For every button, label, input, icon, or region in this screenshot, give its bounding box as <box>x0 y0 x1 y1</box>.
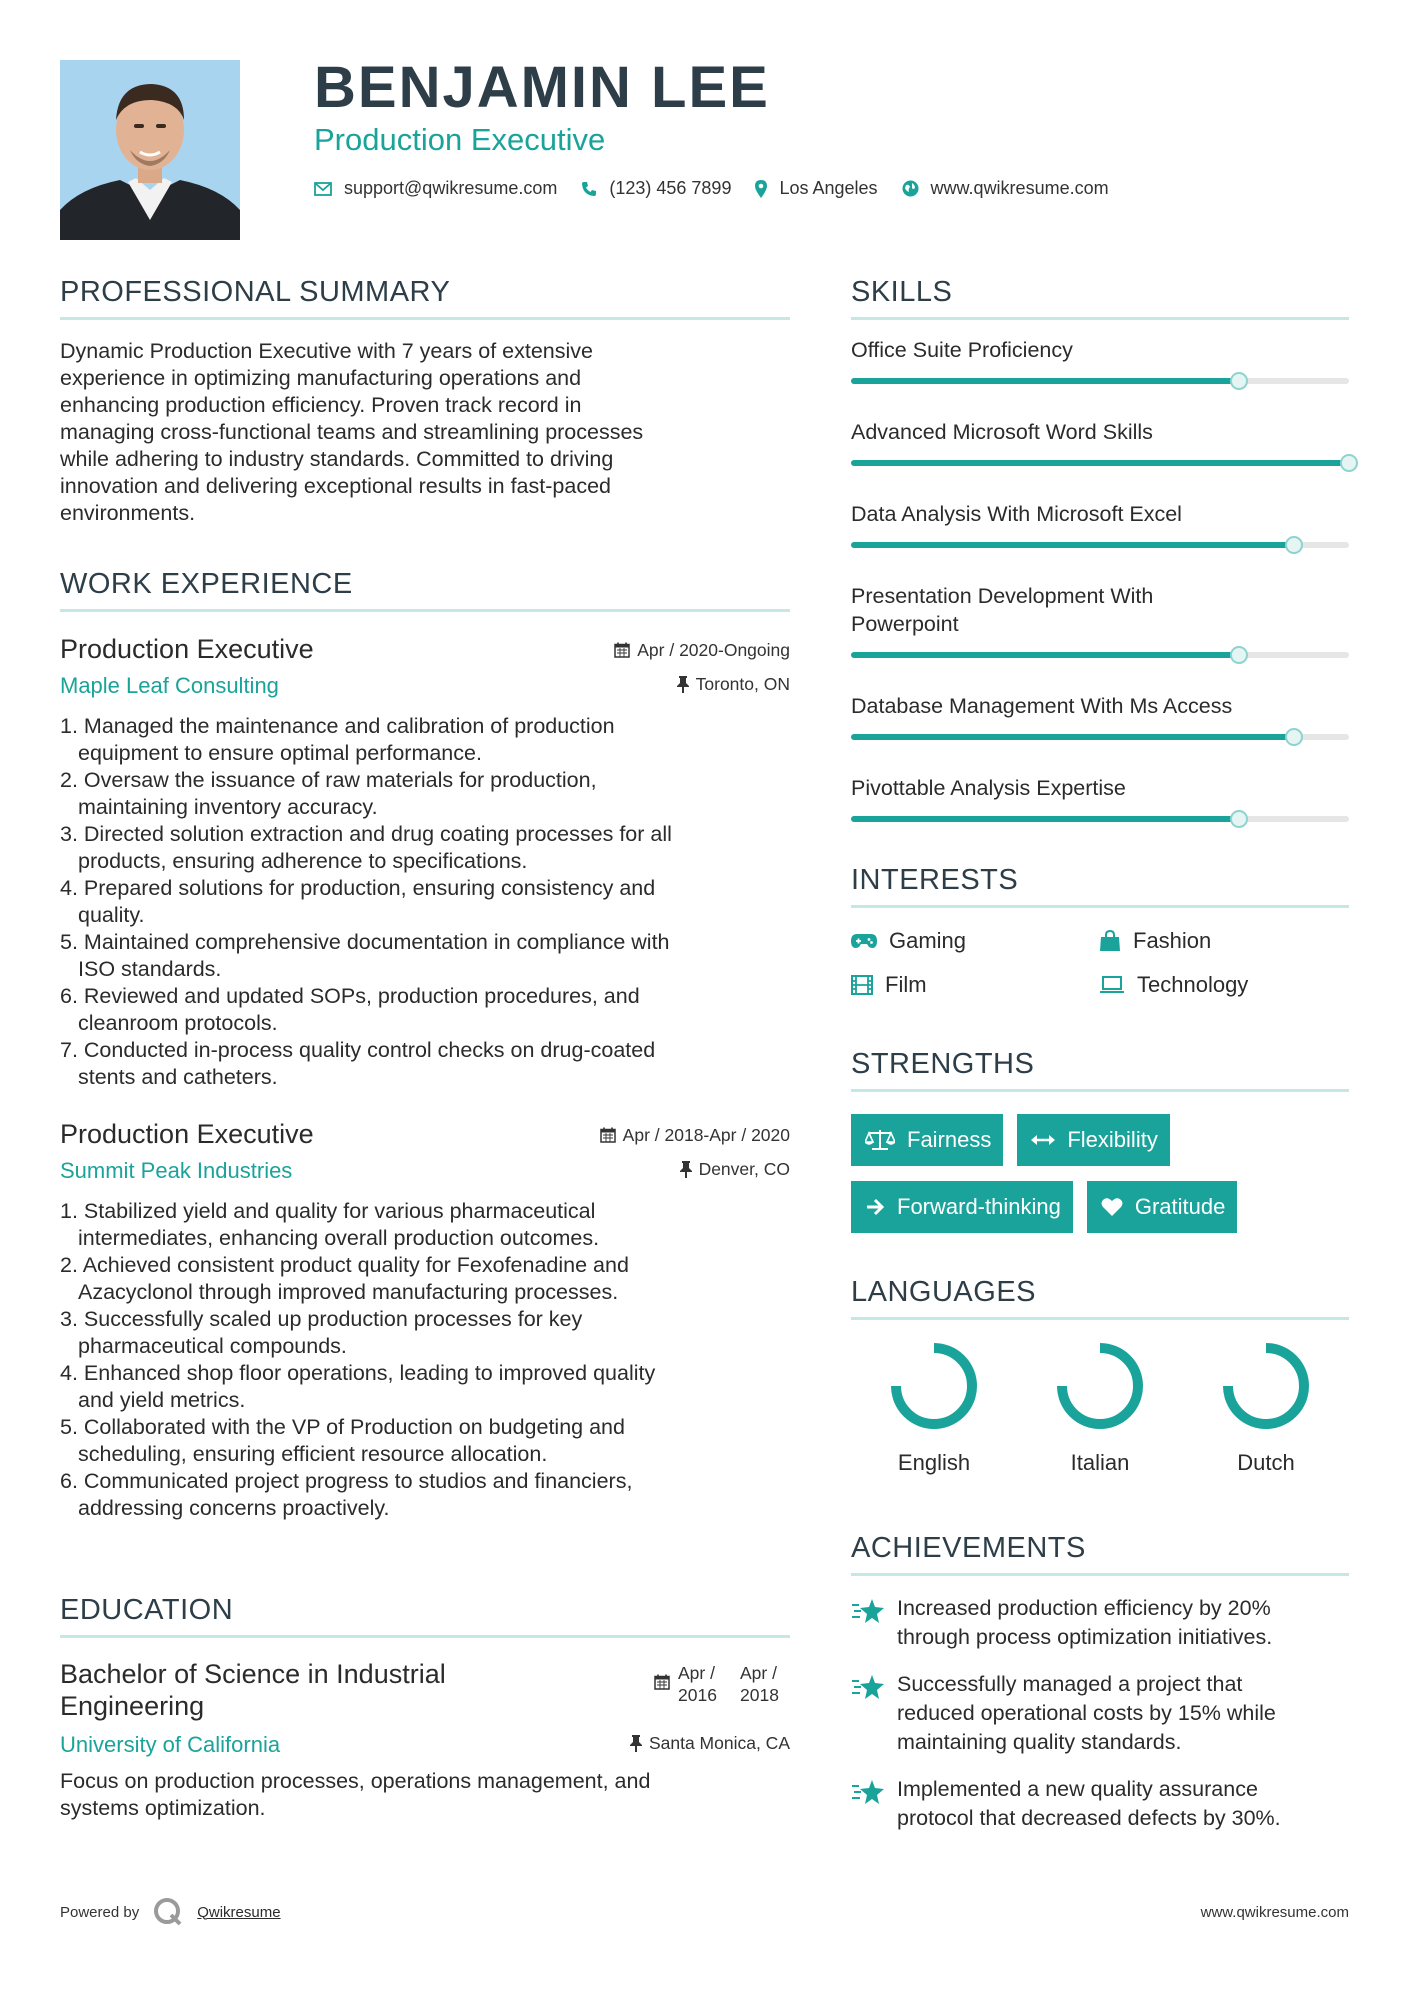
envelope-icon <box>314 182 332 196</box>
heart-icon <box>1101 1197 1123 1217</box>
interest-label: Gaming <box>889 928 967 953</box>
bullet-line: 4. Enhanced shop floor operations, leading to improved quality <box>60 1361 656 1385</box>
strength-label: Forward-thinking <box>897 1194 1061 1219</box>
skill-item <box>851 582 1349 658</box>
job-entry <box>60 634 790 1091</box>
bullet-item <box>60 1037 790 1091</box>
bullet-line: products, ensuring adherence to specifications. <box>78 849 528 873</box>
phone-icon <box>581 181 597 197</box>
pushpin-icon <box>680 1161 692 1178</box>
skills-heading: SKILLS <box>851 276 1349 320</box>
strength-tag <box>851 1181 1073 1233</box>
contact-website[interactable] <box>902 178 1109 199</box>
bullet-item <box>60 1306 790 1360</box>
skill-bar-knob <box>1340 454 1358 472</box>
bullet-line: quality. <box>78 903 145 927</box>
skill-bar-fill <box>851 460 1349 466</box>
education-heading: EDUCATION <box>60 1594 790 1638</box>
skill-bar-knob <box>1285 536 1303 554</box>
skill-bar <box>851 734 1349 740</box>
school-location-text: Santa Monica, CA <box>648 1733 790 1753</box>
education-start: Apr / 2016 <box>678 1663 717 1705</box>
school-name: University of California <box>60 1732 281 1757</box>
interest-label: Film <box>885 972 927 997</box>
star-trophy-icon <box>851 1673 885 1701</box>
bullet-item <box>60 1468 790 1522</box>
job-role: Production Executive <box>60 1119 314 1149</box>
skill-bar-fill <box>851 652 1239 658</box>
bullet-line: 7. Conducted in-process quality control checks on drug-coated <box>60 1038 656 1062</box>
education-date <box>654 1662 790 1722</box>
job-location <box>677 674 790 695</box>
interest-technology <box>1099 972 1347 998</box>
footer <box>60 1897 1349 1927</box>
bullet-line: 6. Reviewed and updated SOPs, production procedures, and <box>60 984 640 1008</box>
shopping-bag-icon <box>1099 930 1121 952</box>
calendar-icon <box>654 1674 670 1690</box>
summary-line: environments. <box>60 501 196 525</box>
bullet-line: 2. Achieved consistent product quality for Fexofenadine and <box>60 1253 629 1277</box>
bullet-item <box>60 1360 790 1414</box>
skill-bar-fill <box>851 734 1294 740</box>
language-ring <box>1220 1340 1312 1432</box>
strength-tag <box>851 1114 1003 1166</box>
skill-name: Office Suite Proficiency <box>851 338 1073 362</box>
gamepad-icon <box>851 933 877 949</box>
achievements-section <box>851 1532 1349 1833</box>
bullet-line: 1. Managed the maintenance and calibration of production <box>60 714 615 738</box>
summary-line: enhancing production efficiency. Proven track record in <box>60 393 582 417</box>
job-location-text: Denver, CO <box>698 1159 790 1179</box>
interest-film <box>851 972 1099 998</box>
arrows-horizontal-icon <box>1031 1133 1055 1147</box>
skill-name: Advanced Microsoft Word Skills <box>851 420 1153 444</box>
candidate-title: Production Executive <box>314 122 606 157</box>
interests-heading: INTERESTS <box>851 864 1349 908</box>
skill-bar-knob <box>1230 810 1248 828</box>
bullet-line: 5. Maintained comprehensive documentation in compliance with <box>60 930 670 954</box>
bullet-line: ISO standards. <box>78 957 222 981</box>
calendar-icon <box>600 1127 616 1143</box>
bullet-line: 4. Prepared solutions for production, ensuring consistency and <box>60 876 656 900</box>
education-section <box>60 1594 790 1822</box>
languages-heading: LANGUAGES <box>851 1276 1349 1320</box>
qwikresume-link[interactable]: Qwikresume <box>197 1903 281 1921</box>
contact-phone[interactable] <box>581 178 731 199</box>
calendar-icon <box>614 642 630 658</box>
film-icon <box>851 975 873 995</box>
arrow-right-icon <box>865 1197 885 1217</box>
skill-item <box>851 500 1349 548</box>
achievement-line: Increased production efficiency by 20% <box>897 1596 1271 1620</box>
bullet-line: 1. Stabilized yield and quality for various pharmaceutical <box>60 1199 596 1223</box>
bullet-line: Azacyclonol through improved manufacturing processes. <box>78 1280 619 1304</box>
bullet-line: intermediates, enhancing overall production outcomes. <box>78 1226 600 1250</box>
skills-section <box>851 276 1349 822</box>
bullet-line: pharmaceutical compounds. <box>78 1334 347 1358</box>
school-location <box>630 1733 790 1754</box>
bullet-line: cleanroom protocols. <box>78 1011 278 1035</box>
footer-website[interactable]: www.qwikresume.com <box>1200 1903 1349 1921</box>
experience-heading: WORK EXPERIENCE <box>60 568 790 612</box>
bullet-item <box>60 713 790 767</box>
job-date <box>614 640 790 661</box>
skill-bar <box>851 378 1349 384</box>
summary-line: while adhering to industry standards. Committed to driving <box>60 447 614 471</box>
profile-photo <box>60 60 240 240</box>
skill-bar-fill <box>851 816 1239 822</box>
contact-bar <box>314 178 1133 199</box>
bullet-line: maintaining inventory accuracy. <box>78 795 378 819</box>
bullet-item <box>60 821 790 875</box>
skill-bar <box>851 542 1349 548</box>
degree-title: Bachelor of Science in Industrial Engineering <box>60 1659 446 1721</box>
job-entry <box>60 1119 790 1522</box>
education-description <box>60 1768 790 1822</box>
candidate-name: BENJAMIN LEE <box>314 55 770 120</box>
powered-by-label: Powered by <box>60 1903 140 1921</box>
achievement-item <box>851 1775 1349 1833</box>
interest-fashion <box>1099 928 1347 954</box>
bullet-line: equipment to ensure optimal performance. <box>78 741 482 765</box>
job-bullets <box>60 713 790 1091</box>
job-role: Production Executive <box>60 634 314 664</box>
contact-location <box>755 178 877 199</box>
skill-item <box>851 336 1349 384</box>
strengths-heading: STRENGTHS <box>851 1048 1349 1092</box>
skill-bar-knob <box>1285 728 1303 746</box>
achievement-line: reduced operational costs by 15% while <box>897 1701 1276 1725</box>
interest-gaming <box>851 928 1099 954</box>
achievement-line: maintaining quality standards. <box>897 1730 1182 1754</box>
qwikresume-logo-icon <box>153 1897 183 1927</box>
bullet-line: scheduling, ensuring efficient resource allocation. <box>78 1442 548 1466</box>
bullet-line: 3. Directed solution extraction and drug coating processes for all <box>60 822 672 846</box>
skill-bar-fill <box>851 542 1294 548</box>
pushpin-icon <box>630 1735 642 1752</box>
bullet-item <box>60 1198 790 1252</box>
email-text: support@qwikresume.com <box>344 178 558 198</box>
interests-section <box>851 864 1349 998</box>
skill-name: Presentation Development With Powerpoint <box>851 584 1154 636</box>
summary-line: managing cross-functional teams and streamlining processes <box>60 420 644 444</box>
bullet-line: stents and catheters. <box>78 1065 278 1089</box>
achievement-line: protocol that decreased defects by 30%. <box>897 1806 1281 1830</box>
bullet-item <box>60 929 790 983</box>
skill-bar <box>851 816 1349 822</box>
skill-name: Data Analysis With Microsoft Excel <box>851 502 1182 526</box>
achievements-heading: ACHIEVEMENTS <box>851 1532 1349 1576</box>
summary-line: Dynamic Production Executive with 7 years of extensive <box>60 339 593 363</box>
language-ring <box>1054 1340 1146 1432</box>
bullet-line: 2. Oversaw the issuance of raw materials for production, <box>60 768 597 792</box>
company-name: Summit Peak Industries <box>60 1158 293 1183</box>
company-name: Maple Leaf Consulting <box>60 673 279 698</box>
bullet-line: 6. Communicated project progress to studios and financiers, <box>60 1469 633 1493</box>
job-location-text: Toronto, ON <box>695 674 790 694</box>
interest-label: Technology <box>1137 972 1249 997</box>
skill-item <box>851 774 1349 822</box>
skill-name: Database Management With Ms Access <box>851 694 1233 718</box>
skill-item <box>851 418 1349 466</box>
website-text: www.qwikresume.com <box>930 178 1109 198</box>
strength-label: Gratitude <box>1134 1194 1226 1219</box>
language-label: Dutch <box>1237 1450 1295 1475</box>
achievement-line: Implemented a new quality assurance <box>897 1777 1258 1801</box>
bullet-item <box>60 983 790 1037</box>
language-item <box>1017 1340 1183 1476</box>
summary-heading: PROFESSIONAL SUMMARY <box>60 276 790 320</box>
interest-label: Fashion <box>1133 928 1212 953</box>
strength-label: Flexibility <box>1067 1127 1158 1152</box>
contact-email[interactable] <box>314 178 557 199</box>
education-end: Apr / 2018 <box>740 1663 779 1705</box>
language-item <box>851 1340 1017 1476</box>
achievement-item <box>851 1594 1349 1652</box>
bullet-item <box>60 1414 790 1468</box>
language-label: Italian <box>1070 1450 1130 1475</box>
strengths-section <box>851 1048 1349 1248</box>
skill-bar-fill <box>851 378 1239 384</box>
map-pin-icon <box>755 180 767 198</box>
language-label: English <box>897 1450 971 1475</box>
strength-label: Fairness <box>907 1127 992 1152</box>
star-trophy-icon <box>851 1778 885 1806</box>
strength-tag <box>1087 1181 1238 1233</box>
languages-section <box>851 1276 1349 1476</box>
achievement-item <box>851 1670 1349 1757</box>
laptop-icon <box>1099 976 1125 994</box>
globe-icon <box>902 180 919 197</box>
job-date-text: Apr / 2018-Apr / 2020 <box>622 1124 790 1145</box>
achievement-line: Successfully managed a project that <box>897 1672 1243 1696</box>
bullet-item <box>60 875 790 929</box>
bullet-line: and yield metrics. <box>78 1388 246 1412</box>
skill-item <box>851 692 1349 740</box>
bullet-item <box>60 767 790 821</box>
summary-section <box>60 276 790 527</box>
bullet-item <box>60 1252 790 1306</box>
skill-name: Pivottable Analysis Expertise <box>851 776 1126 800</box>
job-bullets <box>60 1198 790 1522</box>
pushpin-icon <box>677 676 689 693</box>
job-location <box>680 1159 790 1180</box>
skills-list <box>851 336 1349 822</box>
language-item <box>1183 1340 1349 1476</box>
job-date <box>600 1125 790 1146</box>
education-line: systems optimization. <box>60 1796 266 1820</box>
star-trophy-icon <box>851 1597 885 1625</box>
skill-bar-knob <box>1230 372 1248 390</box>
balance-scale-icon <box>865 1129 895 1151</box>
skill-bar <box>851 460 1349 466</box>
job-date-text: Apr / 2020-Ongoing <box>637 639 790 660</box>
skill-bar <box>851 652 1349 658</box>
bullet-line: 3. Successfully scaled up production processes for key <box>60 1307 583 1331</box>
bullet-line: addressing concerns proactively. <box>78 1496 390 1520</box>
achievement-line: through process optimization initiatives. <box>897 1625 1273 1649</box>
strength-tag <box>1017 1114 1169 1166</box>
skill-bar-knob <box>1230 646 1248 664</box>
language-ring <box>888 1340 980 1432</box>
location-text: Los Angeles <box>779 178 878 198</box>
experience-section <box>60 568 790 1522</box>
bullet-line: 5. Collaborated with the VP of Production on budgeting and <box>60 1415 625 1439</box>
summary-text <box>60 338 790 527</box>
education-line: Focus on production processes, operations management, and <box>60 1769 651 1793</box>
phone-text: (123) 456 7899 <box>609 178 732 198</box>
summary-line: innovation and delivering exceptional results in fast-paced <box>60 474 611 498</box>
summary-line: experience in optimizing manufacturing operations and <box>60 366 582 390</box>
